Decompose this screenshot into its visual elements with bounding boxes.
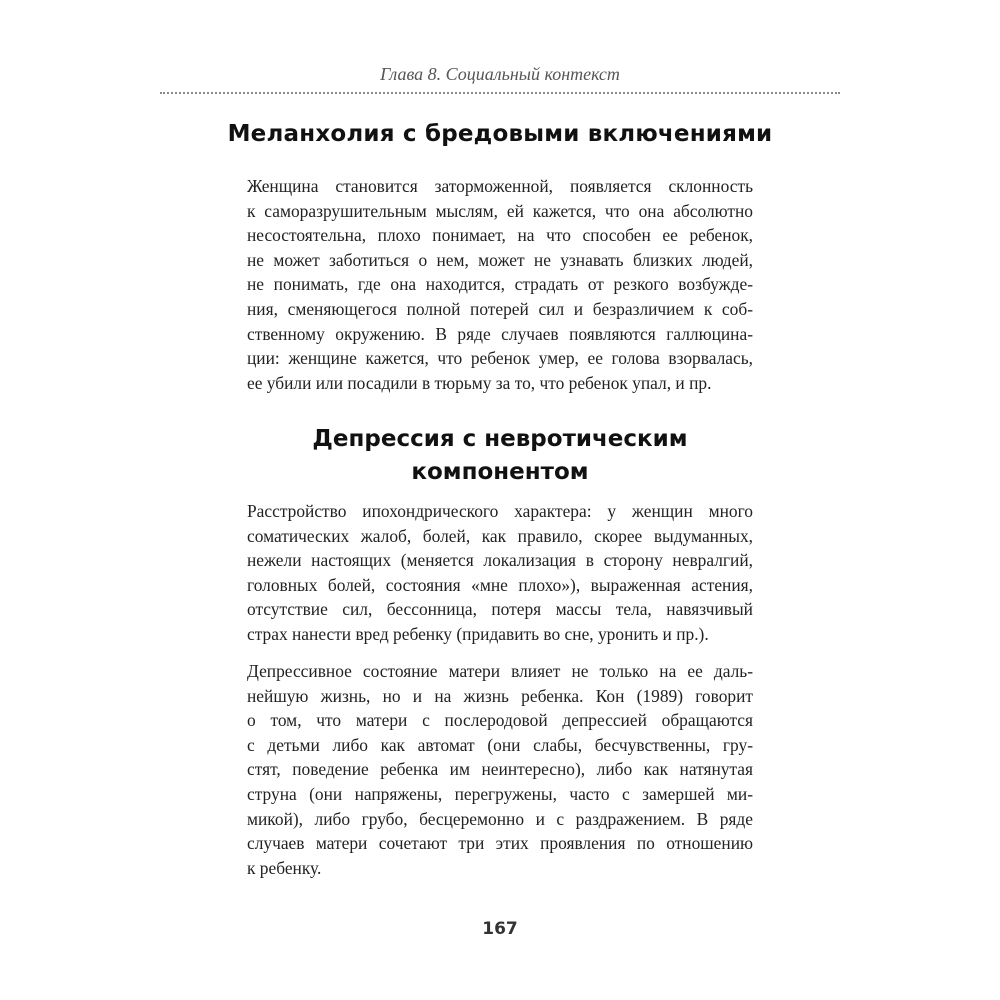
page-number: 167 bbox=[482, 919, 518, 939]
text-line: соматических жалоб, болей, как правило, скорее выдуманных, bbox=[247, 525, 753, 546]
text-line: струна (они напряжены, перегружены, часто с замершей ми- bbox=[247, 783, 753, 804]
text-line: несостоятельна, плохо понимает, на что способен ее ребенок, bbox=[247, 225, 753, 246]
text-line: ции: женщине кажется, что ребенок умер, ее голова взорвалась, bbox=[247, 348, 753, 369]
text-line: случаев матери сочетают три этих проявления по отношению bbox=[247, 833, 753, 854]
text-line: ее убили или посадили в тюрьму за то, что ребенок упал, и пр. bbox=[247, 372, 712, 393]
text-line: стят, поведение ребенка им неинтересно), либо как натянутая bbox=[247, 759, 753, 780]
running-header: Глава 8. Социальный контекст bbox=[380, 64, 620, 84]
heading-line: Депрессия с невротическим bbox=[312, 426, 688, 452]
text-line: страх нанести вред ребенку (придавить во сне, уронить и пр.). bbox=[247, 623, 709, 644]
text-line: головных болей, состояния «мне плохо»), выраженная астения, bbox=[247, 574, 753, 595]
section-heading-melancholia bbox=[200, 121, 800, 147]
text-line: ния, сменяющегося полной потерей сил и безразличием к соб- bbox=[247, 298, 753, 319]
text-line: к ребенку. bbox=[247, 857, 322, 878]
paragraph-maternal-depression bbox=[247, 659, 753, 880]
heading-line: Меланхолия с бредовыми включениями bbox=[227, 121, 773, 147]
text-line: Расстройство ипохондрического характера: у женщин много bbox=[247, 501, 753, 521]
paragraph-hypochondria bbox=[247, 499, 753, 647]
text-line: нежели настоящих (меняется локализация в сторону невралгий, bbox=[247, 550, 753, 571]
section-heading-neurotic-depression bbox=[200, 423, 800, 489]
text-line: Депрессивное состояние матери влияет не только на ее даль- bbox=[247, 661, 753, 681]
text-line: не может заботиться о нем, может не узнавать близких людей, bbox=[247, 249, 753, 270]
text-line: микой), либо грубо, бесцеремонно и с раздражением. В ряде bbox=[247, 808, 753, 829]
text-line: Женщина становится заторможенной, появляется склонность bbox=[247, 176, 753, 196]
text-line: нейшую жизнь, но и на жизнь ребенка. Кон (1989) говорит bbox=[247, 685, 753, 706]
text-line: о том, что матери с послеродовой депрессией обращаются bbox=[247, 710, 753, 731]
text-line: ственному окружению. В ряде случаев появляются галлюцина- bbox=[247, 323, 753, 344]
header-divider bbox=[160, 92, 840, 94]
text-line: отсутствие сил, бессонница, потеря массы тела, навязчивый bbox=[247, 599, 753, 620]
paragraph-melancholia bbox=[247, 174, 753, 395]
text-line: к саморазрушительным мыслям, ей кажется, что она абсолютно bbox=[247, 200, 753, 221]
text-line: не понимать, где она находится, страдать от резкого возбужде- bbox=[247, 274, 753, 295]
heading-line: компонентом bbox=[411, 459, 589, 485]
text-line: с детьми либо как автомат (они слабы, бесчувственны, гру- bbox=[247, 734, 753, 755]
